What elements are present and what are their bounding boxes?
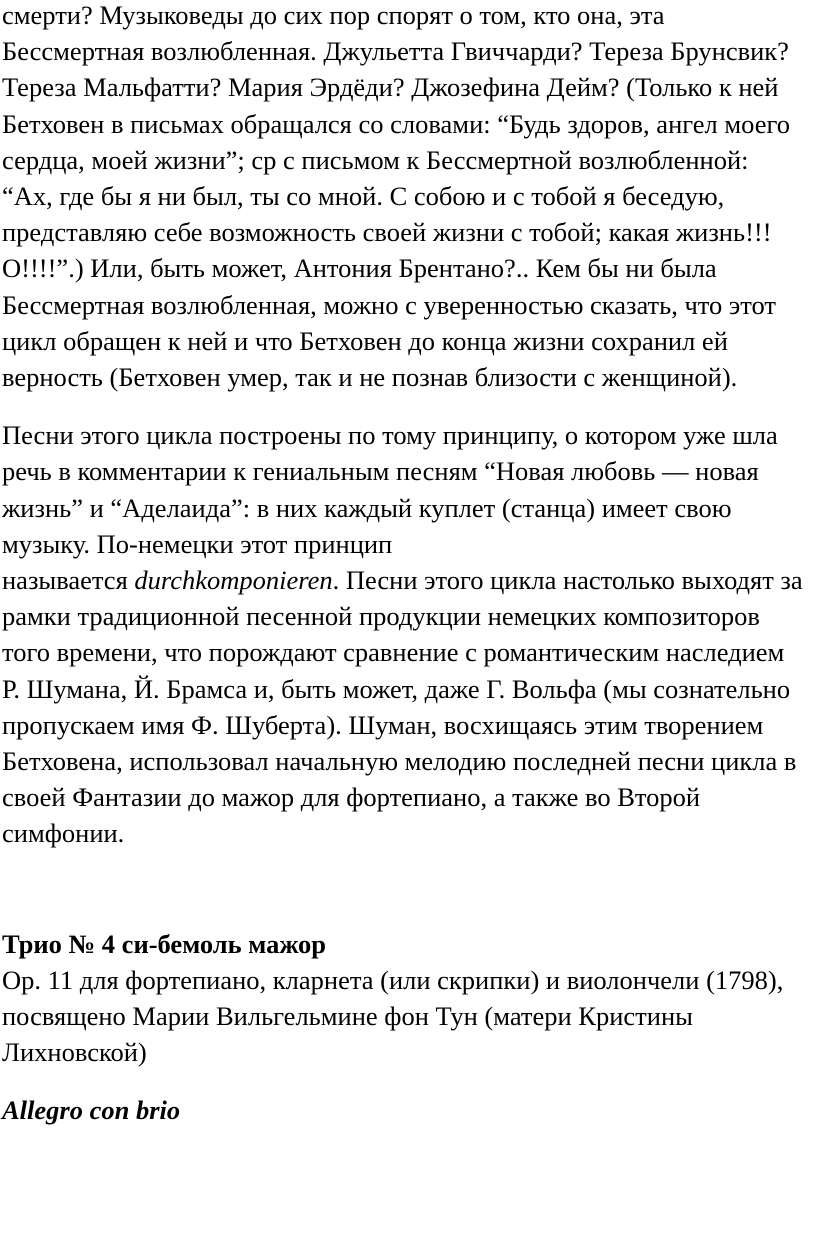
paragraph-text-part: Песни этого цикла построены по тому принципу, о котором уже шла речь в комментарии к гениальным песням “Новая любовь — новая жизнь” и “Аделаида”: в них каждый куплет (станца) имеет свою музыку. По-немецки этот принцип	[2, 420, 778, 559]
paragraph-text-part: . Песни этого цикла настолько выходят за рамки традиционной песенной продукции немецких композиторов того времени, что порождают сравнение с романтическим наследием Р. Шумана, Й. Брамса и, быть может, даже Г. Вольфа (мы сознательно пропускаем имя Ф. Шуберта). Шуман, восхищаясь этим творением Бетховена, использовал начальную мелодию последней песни цикла в своей Фантазии до мажор для фортепиано, а также во Второй симфонии.	[2, 565, 803, 849]
paragraph-text-part: называется	[2, 565, 135, 596]
paragraph-immortal-beloved: смерти? Музыковеды до сих пор спорят о том, кто она, эта Бессмертная возлюбленная. Джульетта Гвиччарди? Тереза Брунсвик? Тереза Мальфатти? Мария Эрдёди? Джозефина Дейм? (Только к ней Бетховен в письмах обращался со словами: “Будь здоров, ангел моего сердца, моей жизни”; ср с письмом к Бессмертной возлюбленной: “Ах, где бы я ни был, ты со мной. С собою и с тобой я беседую, представляю себе возможность своей жизни с тобой; какая жизнь!!! О!!!!”.) Или, быть может, Антония Брентано?.. Кем бы ни была Бессмертная возлюбленная, можно с уверенностью сказать, что этот цикл обращен к ней и что Бетховен до конца жизни сохранил ей верность (Бетховен умер, так и не познав близости с женщиной).	[2, 0, 790, 393]
dedication-line: посвящено Марии Вильгельмине фон Тун (матери Кристины Лихновской)	[2, 1001, 693, 1068]
section-spacer	[2, 852, 804, 926]
trio-section	[2, 926, 804, 1129]
paragraph-song-cycle	[2, 417, 804, 851]
tempo-marking: Allegro con brio	[2, 1095, 181, 1126]
section-heading: Трио № 4 си-бемоль мажор	[2, 928, 326, 959]
opus-line: Ор. 11 для фортепиано, кларнета (или скрипки) и виолончели (1798),	[2, 964, 784, 995]
italic-term: durchkomponieren	[134, 565, 333, 596]
